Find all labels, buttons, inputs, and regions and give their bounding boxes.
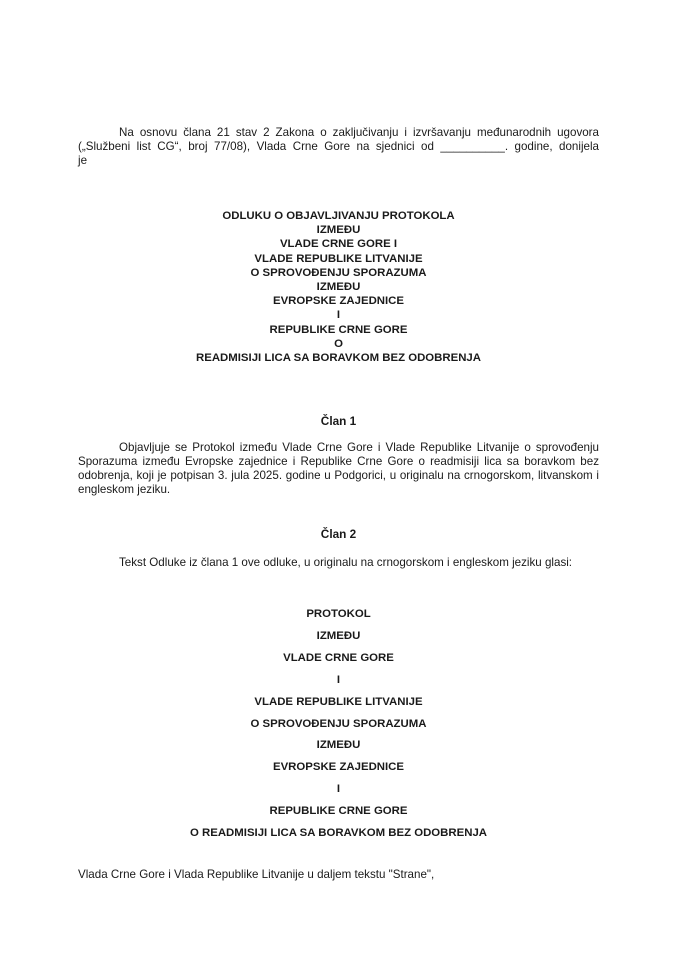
article-2-paragraph: Tekst Odluke iz člana 1 ove odluke, u originalu na crnogorskom i engleskom jeziku glasi: — [119, 556, 573, 569]
decision-title-line: READMISIJI LICA SA BORAVKOM BEZ ODOBRENJA — [196, 352, 481, 365]
protocol-title-line: EVROPSKE ZAJEDNICE — [272, 761, 405, 774]
decision-title-line: I — [336, 309, 341, 322]
protocol-title-line: O READMISIJI LICA SA BORAVKOM BEZ ODOBRENJA — [189, 827, 488, 840]
protocol-title-line: VLADE REPUBLIKE LITVANIJE — [254, 695, 423, 708]
decision-title-line: ODLUKU O OBJAVLJIVANJU PROTOKOLA — [222, 210, 455, 222]
protocol-title-line: I — [336, 783, 341, 796]
protocol-title — [78, 604, 599, 845]
decision-title-line: VLADE CRNE GORE I — [279, 238, 398, 251]
intro-line-2: („Službeni list CG“, broj 77/08), Vlada Crne Gore na sjednici od __________. godine, donijela — [78, 140, 599, 153]
intro-line-3: je — [78, 154, 88, 167]
article-1-paragraph: Objavljuje se Protokol između Vlade Crne Gore i Vlade Republike Litvanije o sprovođenju Sporazuma između Evropske zajednice i Republike Crne Gore o readmisiji lica sa boravkom bez odobrenja, koji je potpisan 3. jula 2025. godine u Podgorici, u originalu na crnogorskom, litvanskom i engleskom jeziku. — [78, 441, 599, 496]
protocol-title-line: VLADE CRNE GORE — [283, 651, 394, 664]
decision-title-line: IZMEĐU — [316, 281, 361, 294]
intro-paragraph — [78, 126, 599, 168]
decision-title-line: IZMEĐU — [316, 224, 361, 237]
protocol-title-line: O SPROVOĐENJU SPORAZUMA — [250, 717, 427, 730]
protocol-title-line: IZMEĐU — [316, 629, 361, 642]
article-1-heading: Član 1 — [320, 414, 357, 428]
protocol-title-line: REPUBLIKE CRNE GORE — [269, 805, 408, 818]
article-2-heading: Član 2 — [320, 527, 357, 541]
decision-title-line: O — [334, 337, 343, 350]
protocol-title-line: IZMEĐU — [316, 739, 361, 752]
decision-title-line: O SPROVOĐENJU SPORAZUMA — [250, 266, 427, 279]
decision-title — [78, 209, 599, 365]
parties-line: Vlada Crne Gore i Vlada Republike Litvanije u daljem tekstu "Strane", — [78, 868, 435, 881]
decision-title-line: EVROPSKE ZAJEDNICE — [272, 295, 405, 308]
decision-title-line: VLADE REPUBLIKE LITVANIJE — [254, 252, 423, 265]
protocol-title-line: I — [336, 673, 341, 686]
decision-title-line: REPUBLIKE CRNE GORE — [269, 323, 408, 336]
intro-line-1: Na osnovu člana 21 stav 2 Zakona o zaključivanju i izvršavanju međunarodnih ugovora — [119, 126, 599, 139]
protocol-title-line: PROTOKOL — [306, 608, 371, 620]
